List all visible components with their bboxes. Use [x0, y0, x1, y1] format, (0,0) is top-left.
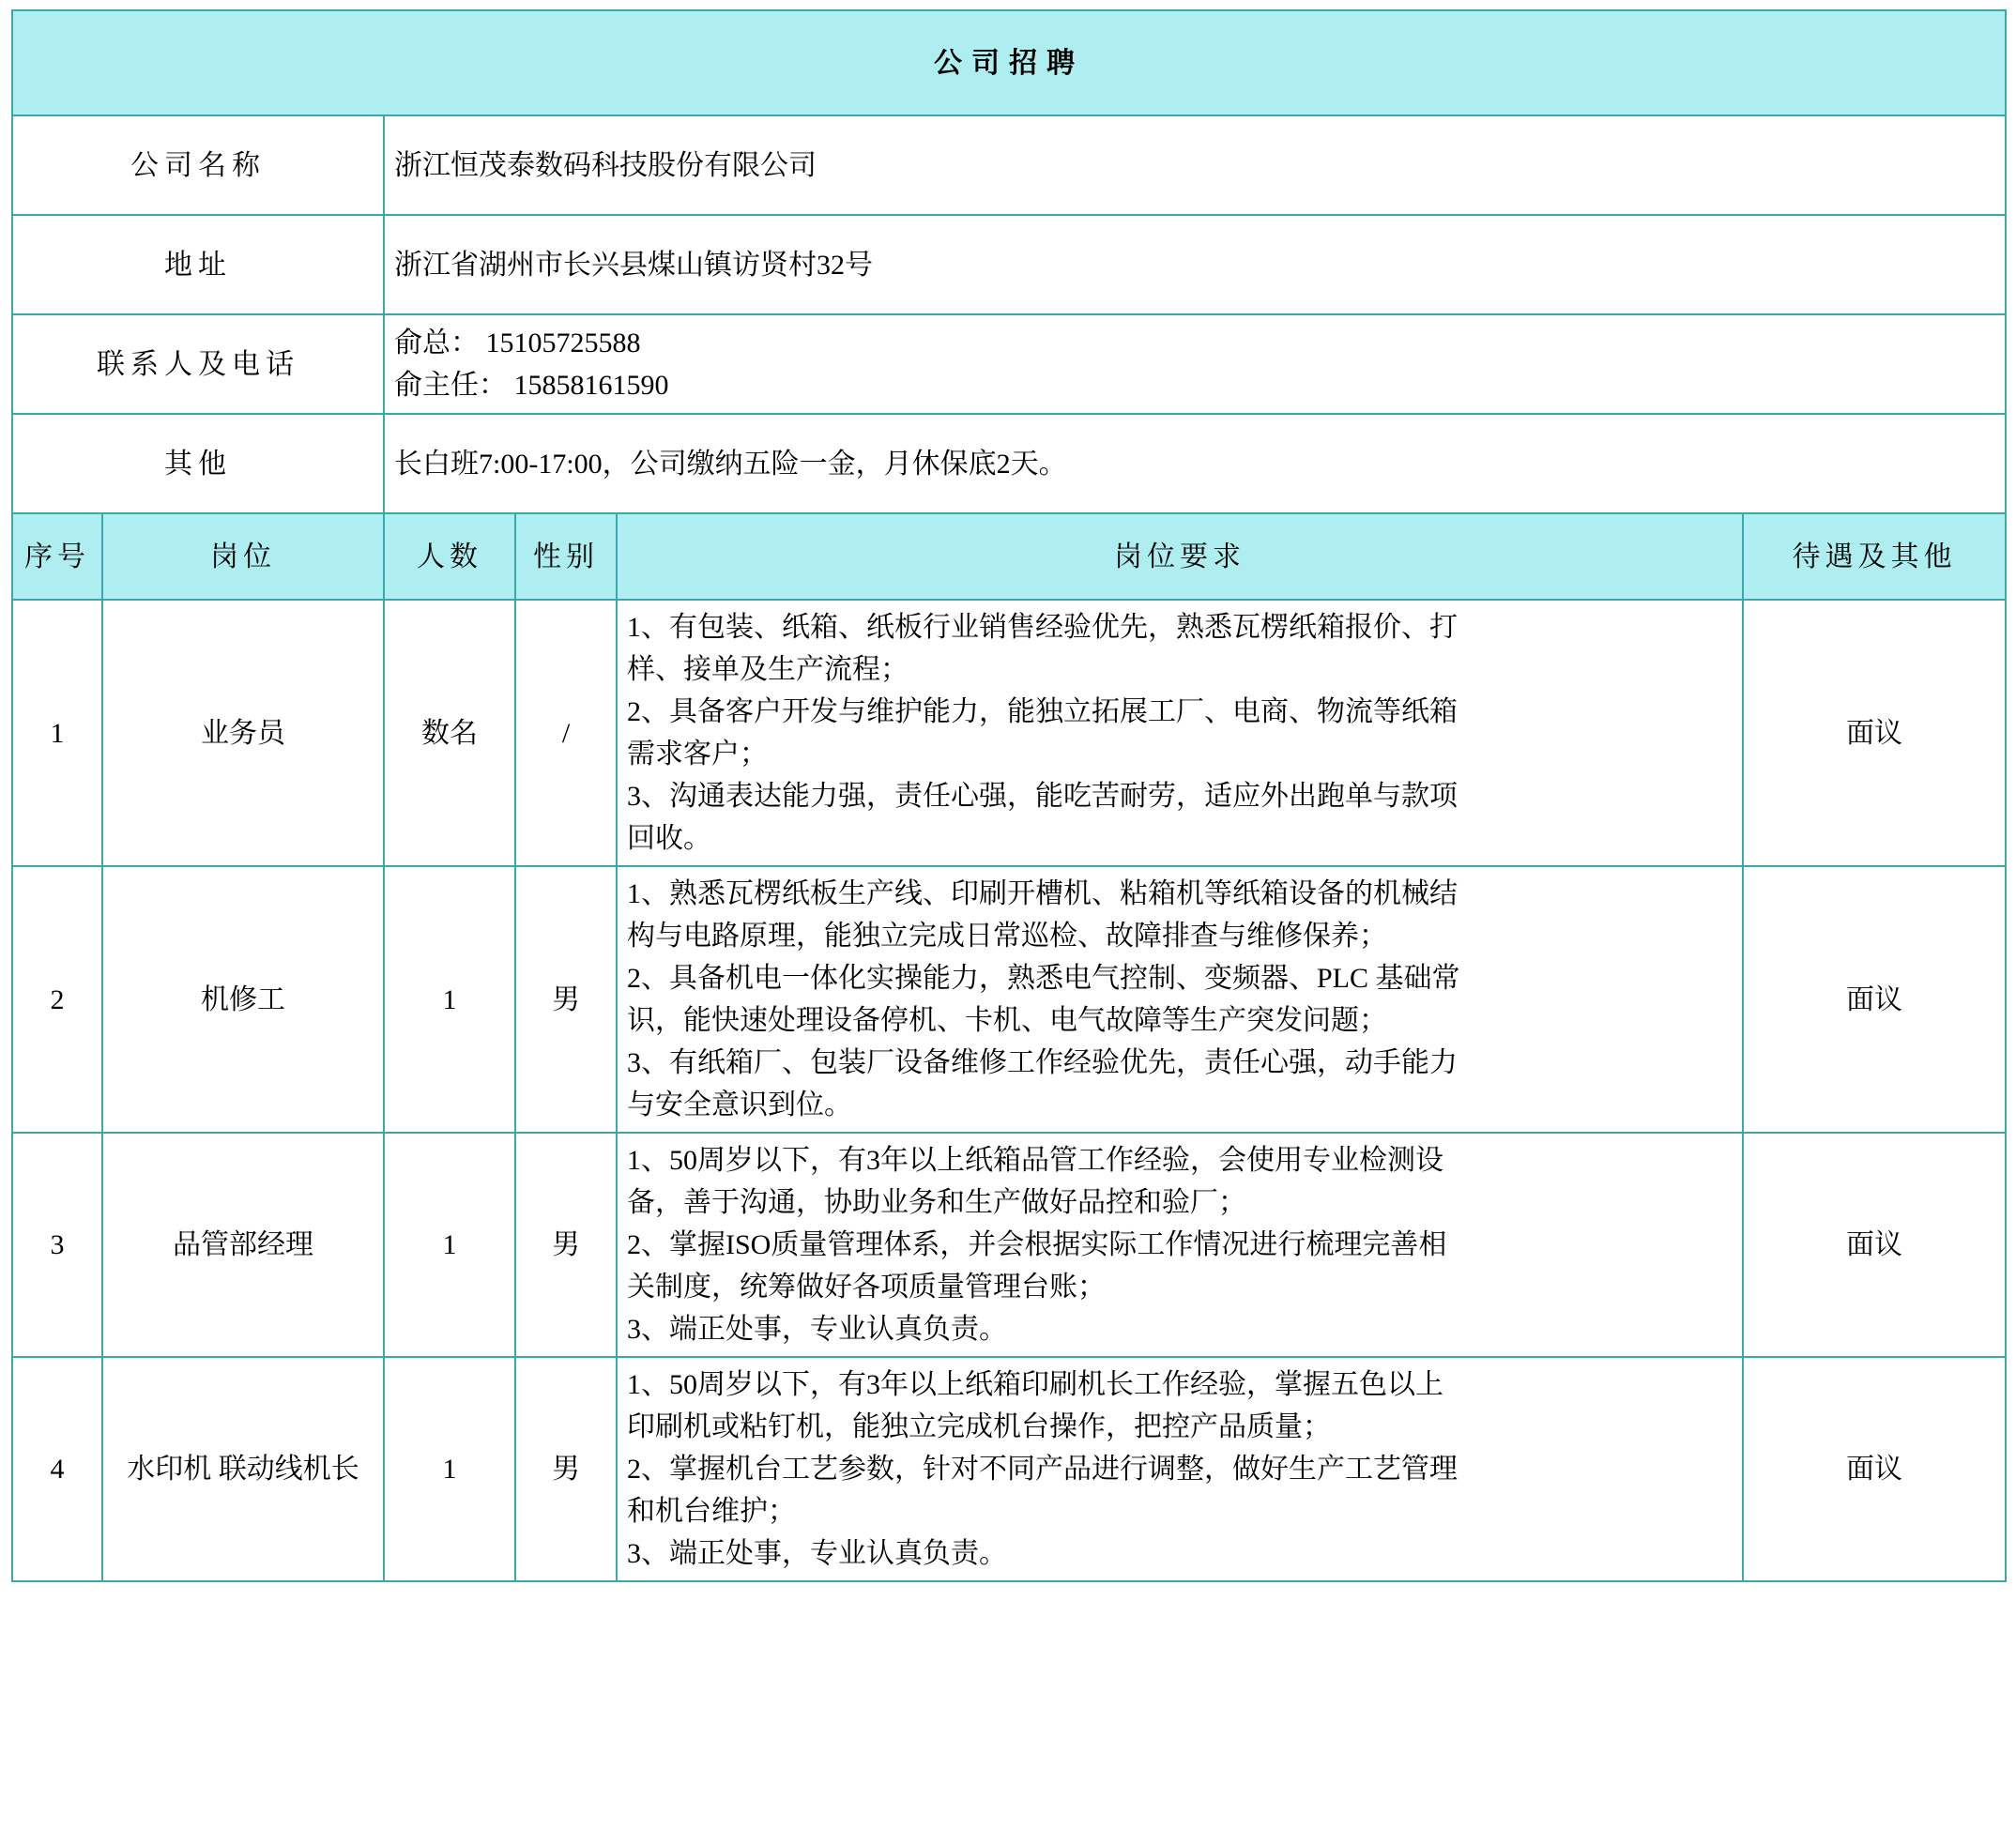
column-header-gender: 性别: [515, 513, 617, 600]
requirement-line: 1、有包装、纸箱、纸板行业销售经验优先，熟悉瓦楞纸箱报价、打: [627, 612, 1458, 643]
requirement-line: 回收。: [627, 823, 711, 854]
cell-gender: 男: [515, 866, 617, 1133]
cell-requirements: [617, 866, 1743, 1133]
cell-requirements: [617, 600, 1743, 866]
requirement-line: 样、接单及生产流程；: [627, 654, 909, 685]
requirement-line: 3、沟通表达能力强，责任心强，能吃苦耐劳，适应外出跑单与款项: [627, 781, 1458, 812]
column-header-pay: 待遇及其他: [1743, 513, 2006, 600]
info-line: 长白班7:00-17:00，公司缴纳五险一金，月休保底2天。: [394, 448, 1067, 480]
info-row-address: [12, 215, 2006, 314]
info-label-company: 公司名称: [12, 115, 384, 215]
column-header-position: 岗位: [102, 513, 384, 600]
cell-no: 4: [12, 1357, 102, 1581]
info-line: 浙江恒茂泰数码科技股份有限公司: [394, 149, 817, 181]
requirement-line: 和机台维护；: [627, 1496, 796, 1527]
requirement-line: 需求客户；: [627, 739, 768, 770]
table-row: [12, 1133, 2006, 1357]
cell-pay: 面议: [1743, 600, 2006, 866]
requirement-line: 3、端正处事，专业认真负责。: [627, 1538, 1007, 1569]
requirement-line: 2、具备客户开发与维护能力，能独立拓展工厂、电商、物流等纸箱: [627, 696, 1458, 727]
cell-requirements: [617, 1357, 1743, 1581]
column-header-count: 人数: [384, 513, 515, 600]
cell-no: 1: [12, 600, 102, 866]
info-label-contact: 联系人及电话: [12, 314, 384, 414]
table-row: [12, 1357, 2006, 1581]
info-label-other: 其他: [12, 414, 384, 513]
column-header-no: 序号: [12, 513, 102, 600]
cell-gender: 男: [515, 1357, 617, 1581]
cell-position: [102, 866, 384, 1133]
position-line: 水印机: [127, 1454, 212, 1485]
column-header-requirements: 岗位要求: [617, 513, 1743, 600]
requirement-line: 关制度，统筹做好各项质量管理台账；: [627, 1272, 1106, 1303]
requirement-line: 1、50周岁以下，有3年以上纸箱品管工作经验，会使用专业检测设: [627, 1145, 1443, 1176]
position-line: 品管部经理: [173, 1229, 313, 1260]
requirement-line: 构与电路原理，能独立完成日常巡检、故障排查与维修保养；: [627, 921, 1387, 952]
requirement-line: 1、50周岁以下，有3年以上纸箱印刷机长工作经验，掌握五色以上: [627, 1369, 1443, 1400]
cell-pay: 面议: [1743, 866, 2006, 1133]
info-row-other: [12, 414, 2006, 513]
requirement-line: 2、具备机电一体化实操能力，熟悉电气控制、变频器、PLC 基础常: [627, 963, 1460, 994]
cell-count: 1: [384, 866, 515, 1133]
requirement-line: 识，能快速处理设备停机、卡机、电气故障等生产突发问题；: [627, 1005, 1387, 1036]
cell-position: [102, 1357, 384, 1581]
requirement-line: 与安全意识到位。: [627, 1090, 852, 1120]
requirement-line: 印刷机或粘钉机，能独立完成机台操作，把控产品质量；: [627, 1411, 1331, 1442]
info-value-address: [384, 215, 2006, 314]
requirement-line: 3、端正处事，专业认真负责。: [627, 1314, 1007, 1345]
info-line: 浙江省湖州市长兴县煤山镇访贤村32号: [394, 249, 873, 281]
cell-gender: 男: [515, 1133, 617, 1357]
cell-pay: 面议: [1743, 1357, 2006, 1581]
requirement-line: 1、熟悉瓦楞纸板生产线、印刷开槽机、粘箱机等纸箱设备的机械结: [627, 878, 1458, 909]
cell-count: 1: [384, 1357, 515, 1581]
info-value-company: [384, 115, 2006, 215]
requirement-line: 2、掌握ISO质量管理体系，并会根据实际工作情况进行梳理完善相: [627, 1229, 1447, 1260]
cell-gender: /: [515, 600, 617, 866]
info-line: 俞主任： 15858161590: [394, 370, 669, 401]
table-header-row: [12, 513, 2006, 600]
position-line: 业务员: [201, 717, 285, 749]
cell-requirements: [617, 1133, 1743, 1357]
info-value-contact: [384, 314, 2006, 414]
info-value-other: [384, 414, 2006, 513]
recruitment-table: [11, 9, 2007, 1582]
title-row: [12, 10, 2006, 115]
cell-count: 1: [384, 1133, 515, 1357]
cell-no: 2: [12, 866, 102, 1133]
cell-position: [102, 1133, 384, 1357]
cell-count: 数名: [384, 600, 515, 866]
position-line: 机修工: [201, 983, 285, 1015]
page-title: 公司招聘: [12, 10, 2006, 115]
requirement-line: 3、有纸箱厂、包装厂设备维修工作经验优先，责任心强，动手能力: [627, 1047, 1458, 1078]
info-row-contact: [12, 314, 2006, 414]
requirement-line: 2、掌握机台工艺参数，针对不同产品进行调整，做好生产工艺管理: [627, 1454, 1458, 1485]
table-row: [12, 866, 2006, 1133]
cell-no: 3: [12, 1133, 102, 1357]
position-line: 联动线机长: [218, 1454, 359, 1485]
info-row-company: [12, 115, 2006, 215]
requirement-line: 备，善于沟通，协助业务和生产做好品控和验厂；: [627, 1187, 1246, 1218]
table-row: [12, 600, 2006, 866]
cell-position: [102, 600, 384, 866]
info-line: 俞总： 15105725588: [394, 328, 641, 358]
cell-pay: 面议: [1743, 1133, 2006, 1357]
info-label-address: 地址: [12, 215, 384, 314]
